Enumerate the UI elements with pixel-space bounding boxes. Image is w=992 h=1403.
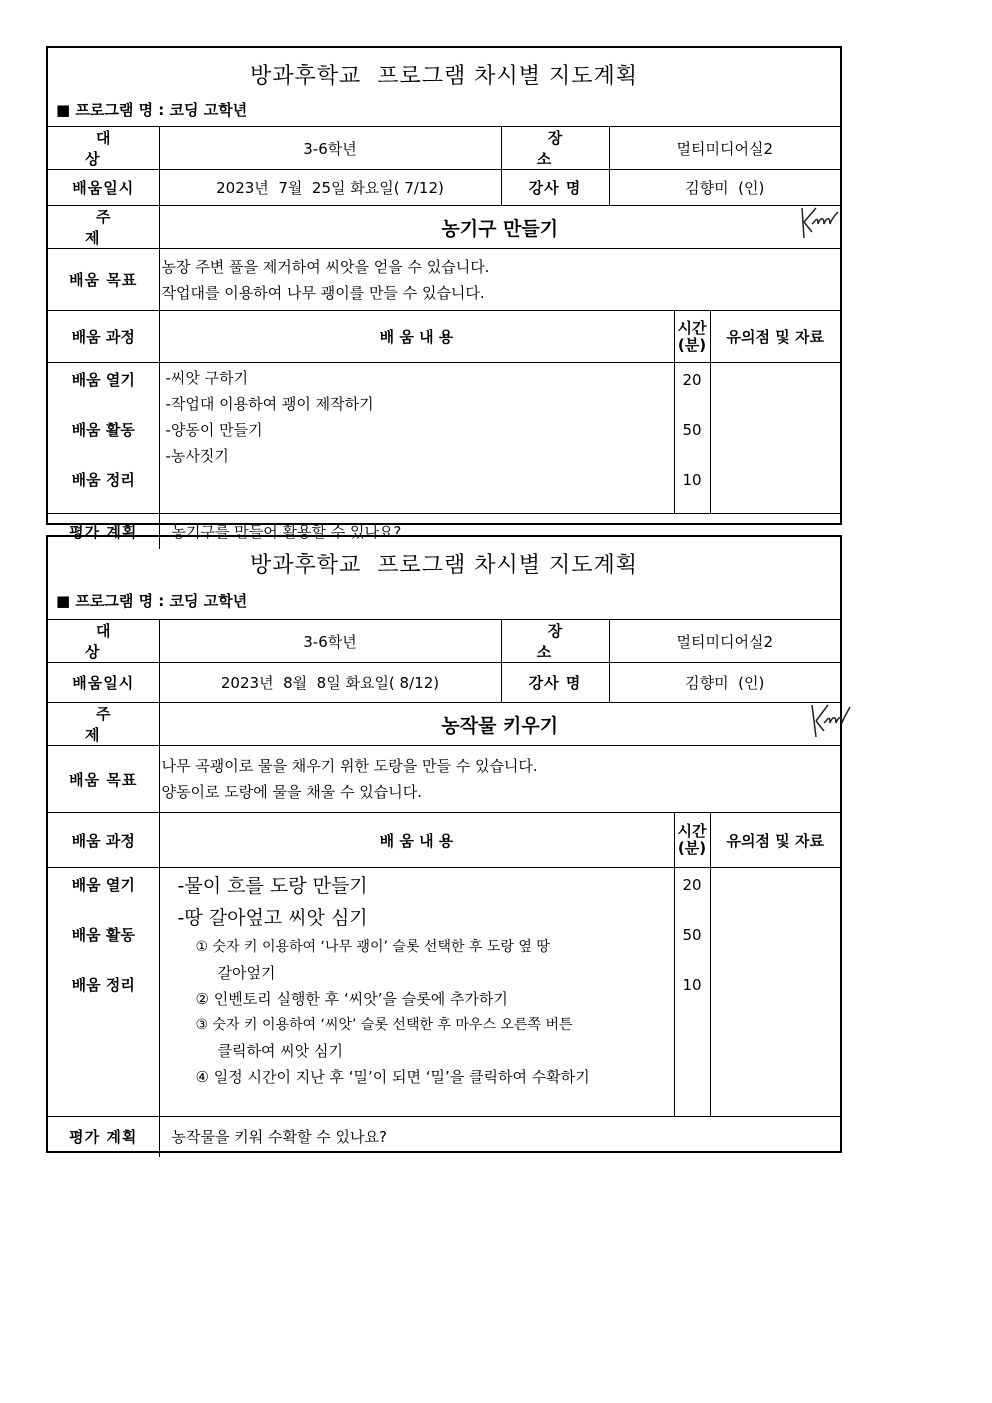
content-line: -땅 갈아엎고 씨앗 심기 — [177, 907, 368, 929]
content-line: -물이 흐를 도랑 만들기 — [177, 875, 368, 897]
topic-text: 농기구 만들기 — [441, 217, 559, 240]
teacher-label: 강사 명 — [501, 170, 609, 206]
steps-column — [48, 868, 159, 1117]
time-value: 50 — [682, 421, 702, 439]
program-name: ■ 프로그램 명 : 코딩 고학년 — [56, 591, 248, 610]
steps-column — [48, 363, 159, 514]
target-value: 3-6학년 — [159, 127, 501, 170]
eval-value: 농작물을 키워 수확할 수 있나요? — [159, 1117, 840, 1157]
date-value: 2023년 7월 25일 화요일( 7/12) — [159, 170, 501, 206]
step-open: 배움 열기 — [71, 371, 135, 389]
content-header: 배 움 내 용 — [159, 813, 674, 868]
place-value: 멀티미디어실2 — [609, 620, 840, 663]
step-open: 배움 열기 — [71, 876, 135, 894]
topic-value — [159, 703, 840, 746]
topic-label: 주 제 — [48, 206, 159, 249]
content-line: -농사짓기 — [165, 447, 229, 465]
signature — [798, 202, 840, 242]
time-value: 20 — [682, 876, 702, 894]
goal-line: 작업대를 이용하여 나무 괭이를 만들 수 있습니다. — [161, 283, 485, 302]
plan-table — [48, 126, 840, 549]
plan-table — [48, 619, 840, 1157]
time-value: 10 — [682, 976, 702, 994]
notes-cell — [710, 868, 840, 1117]
topic-text: 농작물 키우기 — [441, 714, 559, 737]
plan-title: 방과후학교 프로그램 차시별 지도계획 — [249, 64, 638, 89]
target-label: 대 상 — [48, 127, 159, 170]
content-line: -양동이 만들기 — [165, 421, 263, 439]
target-label: 대 상 — [48, 620, 159, 663]
date-label: 배움일시 — [48, 663, 159, 703]
teacher-value: 김향미 (인) — [609, 663, 840, 703]
content-line: -작업대 이용하여 괭이 제작하기 — [165, 395, 374, 413]
goal-line: 양동이로 도랑에 물을 채울 수 있습니다. — [161, 783, 422, 801]
date-label: 배움일시 — [48, 170, 159, 206]
program-name: ■ 프로그램 명 : 코딩 고학년 — [56, 100, 248, 119]
plan-title: 방과후학교 프로그램 차시별 지도계획 — [249, 553, 638, 578]
content-cell — [159, 868, 674, 1117]
goal-line: 나무 곡괭이로 물을 채우기 위한 도랑을 만들 수 있습니다. — [161, 757, 538, 775]
content-subline: 갈아엎기 — [217, 964, 276, 982]
notes-cell — [710, 363, 840, 514]
step-close: 배움 정리 — [71, 471, 135, 489]
topic-label: 주 제 — [48, 703, 159, 746]
place-label: 장 소 — [501, 127, 609, 170]
content-subline: ② 인벤토리 실행한 후 ‘씨앗’을 슬롯에 추가하기 — [195, 990, 508, 1008]
eval-label: 평가 계획 — [48, 1117, 159, 1157]
notes-header: 유의점 및 자료 — [710, 813, 840, 868]
content-subline: ① 숫자 키 이용하여 ‘나무 괭이’ 슬롯 선택한 후 도랑 옆 땅 — [195, 939, 550, 955]
place-label: 장 소 — [501, 620, 609, 663]
lesson-plan-2 — [46, 535, 842, 1153]
time-header: 시간 (분) — [674, 311, 710, 363]
date-value: 2023년 8월 8일 화요일( 8/12) — [159, 663, 501, 703]
time-value: 10 — [682, 471, 702, 489]
times-column — [674, 363, 710, 514]
content-subline: ③ 숫자 키 이용하여 ‘씨앗’ 슬롯 선택한 후 마우스 오른쪽 버튼 — [195, 1017, 573, 1033]
content-cell — [159, 363, 674, 514]
target-value: 3-6학년 — [159, 620, 501, 663]
time-value: 50 — [682, 926, 702, 944]
goal-value — [159, 746, 840, 813]
step-close: 배움 정리 — [71, 976, 135, 994]
goal-label: 배움 목표 — [48, 746, 159, 813]
content-line: -씨앗 구하기 — [165, 369, 249, 387]
step-activity: 배움 활동 — [71, 421, 135, 439]
goal-label: 배움 목표 — [48, 249, 159, 311]
lesson-plan-1 — [46, 46, 842, 541]
time-value: 20 — [682, 371, 702, 389]
topic-value — [159, 206, 840, 249]
teacher-label: 강사 명 — [501, 663, 609, 703]
teacher-value: 김향미 (인) — [609, 170, 840, 206]
process-header: 배움 과정 — [48, 813, 159, 868]
eval-value: 농기구를 만들어 활용할 수 있나요? — [159, 514, 840, 549]
time-header: 시간 (분) — [674, 813, 710, 868]
notes-header: 유의점 및 자료 — [710, 311, 840, 363]
place-value: 멀티미디어실2 — [609, 127, 840, 170]
process-header: 배움 과정 — [48, 311, 159, 363]
goal-line: 농장 주변 풀을 제거하여 씨앗을 얻을 수 있습니다. — [161, 257, 490, 276]
content-subline: ④ 일정 시간이 지난 후 ‘밀’이 되면 ‘밀’을 클릭하여 수확하기 — [195, 1068, 590, 1086]
content-subline: 클릭하여 씨앗 심기 — [217, 1042, 343, 1060]
eval-label: 평가 계획 — [48, 514, 159, 549]
times-column — [674, 868, 710, 1117]
content-header: 배 움 내 용 — [159, 311, 674, 363]
goal-value — [159, 249, 840, 311]
signature — [808, 699, 852, 741]
step-activity: 배움 활동 — [71, 926, 135, 944]
